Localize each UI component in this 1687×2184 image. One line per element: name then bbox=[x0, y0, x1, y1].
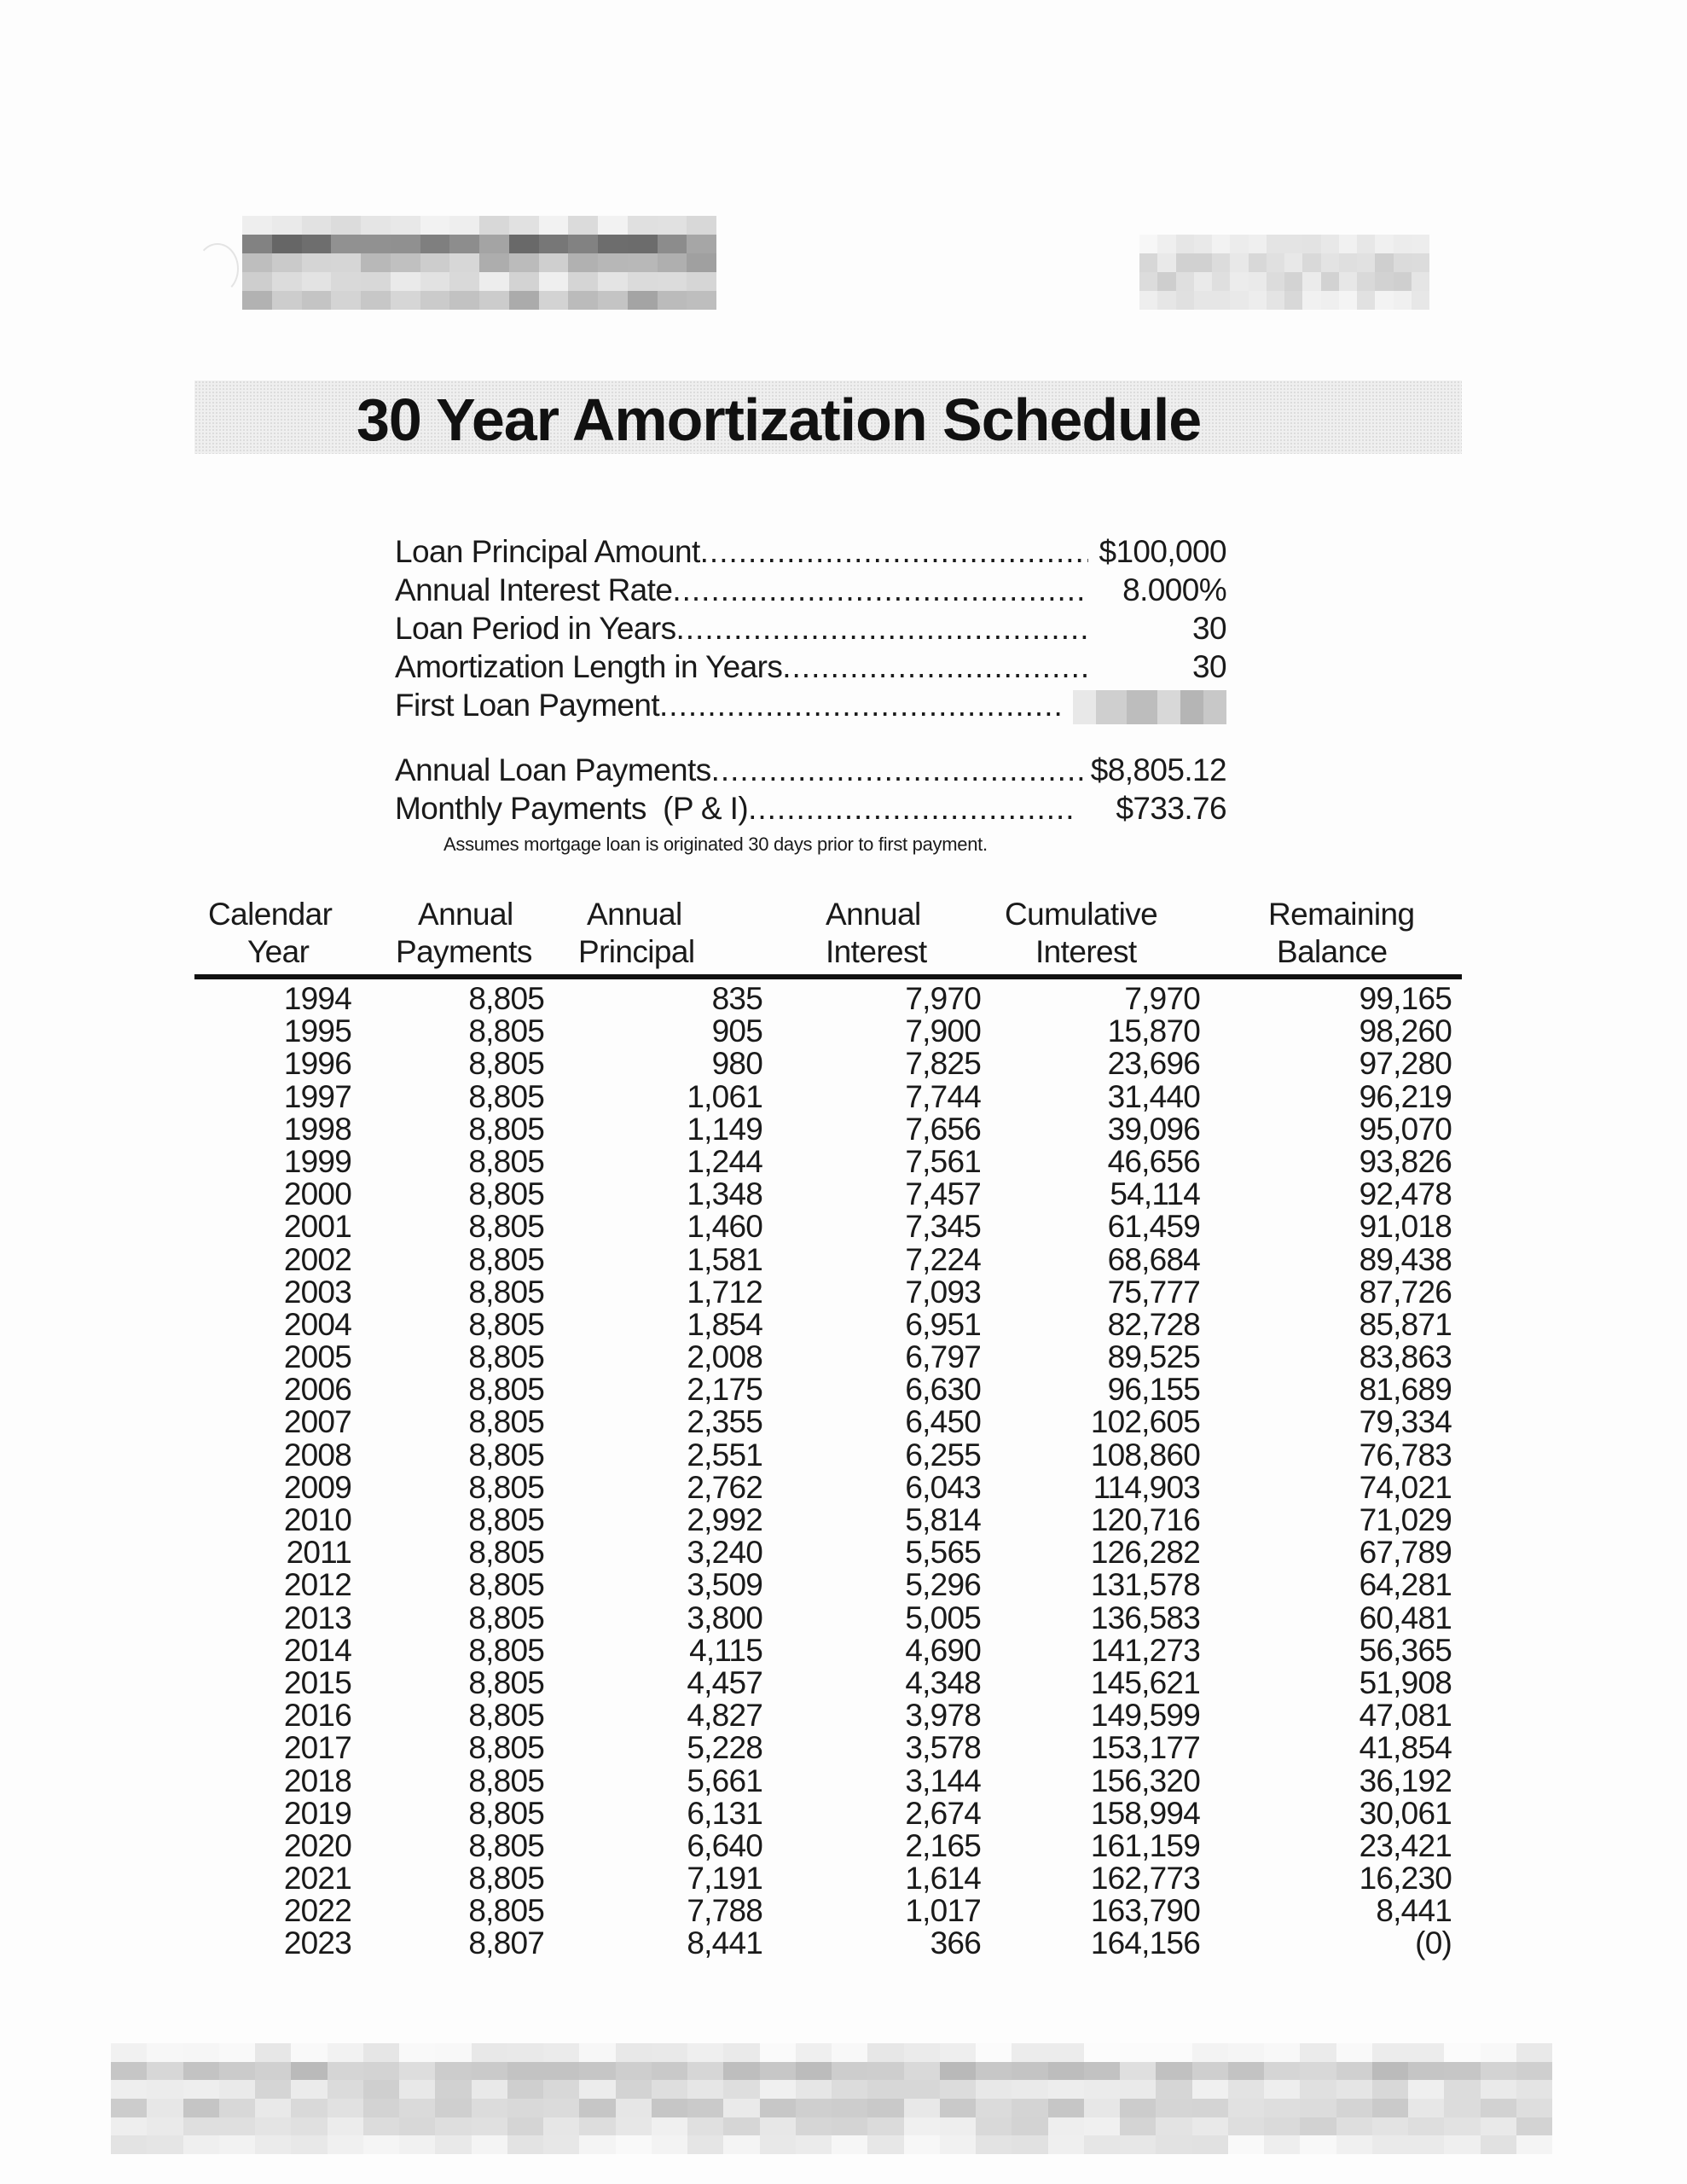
table-row bbox=[194, 1699, 1462, 1732]
summary-row-principal bbox=[395, 532, 1226, 571]
table-row bbox=[194, 1439, 1462, 1472]
cell-annual-interest: 7,744 bbox=[905, 1078, 981, 1114]
leader-dots bbox=[782, 648, 1088, 686]
leader-dots bbox=[672, 571, 1088, 609]
summary-value-redacted bbox=[1073, 686, 1226, 724]
cell-annual-interest: 7,224 bbox=[905, 1241, 981, 1277]
cell-year: 2012 bbox=[283, 1567, 351, 1603]
cell-remaining-balance: (0) bbox=[1415, 1926, 1452, 1961]
table-row bbox=[194, 1895, 1462, 1927]
column-header-year bbox=[194, 896, 351, 971]
cell-remaining-balance: 89,438 bbox=[1359, 1241, 1452, 1277]
column-header-cumulative-interest bbox=[981, 896, 1200, 971]
summary-label: Annual Interest Rate bbox=[395, 572, 673, 607]
cell-remaining-balance: 87,726 bbox=[1359, 1274, 1452, 1310]
cell-annual-principal: 1,149 bbox=[687, 1111, 762, 1147]
cell-annual-principal: 7,191 bbox=[687, 1861, 762, 1896]
cell-year: 2000 bbox=[283, 1176, 351, 1212]
cell-annual-principal: 3,509 bbox=[687, 1567, 762, 1603]
cell-cumulative-interest: 153,177 bbox=[1090, 1730, 1200, 1766]
summary-label: Amortization Length in Years bbox=[395, 649, 783, 684]
cell-annual-interest: 3,978 bbox=[905, 1698, 981, 1734]
summary-label: Annual Loan Payments bbox=[395, 752, 711, 787]
cell-annual-principal: 1,348 bbox=[687, 1176, 762, 1212]
table-row bbox=[194, 1862, 1462, 1895]
cell-annual-payments: 8,805 bbox=[468, 1014, 544, 1049]
cell-annual-principal: 3,800 bbox=[687, 1600, 762, 1635]
cell-year: 1998 bbox=[283, 1111, 351, 1147]
cell-cumulative-interest: 141,273 bbox=[1090, 1632, 1200, 1668]
cell-annual-principal: 5,228 bbox=[687, 1730, 762, 1766]
cell-annual-interest: 3,144 bbox=[905, 1763, 981, 1798]
header-line: Interest bbox=[1035, 934, 1137, 969]
redacted-tagline bbox=[1139, 235, 1429, 310]
cell-annual-payments: 8,805 bbox=[468, 1209, 544, 1245]
table-row bbox=[194, 1178, 1462, 1211]
table-row bbox=[194, 1048, 1462, 1080]
cell-year: 1997 bbox=[283, 1078, 351, 1114]
cell-cumulative-interest: 131,578 bbox=[1090, 1567, 1200, 1603]
table-row bbox=[194, 983, 1462, 1015]
cell-annual-payments: 8,805 bbox=[468, 1730, 544, 1766]
cell-annual-principal: 6,131 bbox=[687, 1795, 762, 1831]
cell-remaining-balance: 8,441 bbox=[1376, 1893, 1452, 1929]
cell-remaining-balance: 76,783 bbox=[1359, 1437, 1452, 1472]
cell-cumulative-interest: 15,870 bbox=[1107, 1014, 1200, 1049]
cell-annual-principal: 2,551 bbox=[687, 1437, 762, 1472]
cell-cumulative-interest: 163,790 bbox=[1090, 1893, 1200, 1929]
cell-remaining-balance: 60,481 bbox=[1359, 1600, 1452, 1635]
cell-cumulative-interest: 108,860 bbox=[1090, 1437, 1200, 1472]
cell-annual-payments: 8,805 bbox=[468, 1535, 544, 1571]
cell-annual-payments: 8,805 bbox=[468, 1827, 544, 1863]
cell-annual-interest: 6,450 bbox=[905, 1404, 981, 1440]
column-header-annual-principal bbox=[544, 896, 762, 971]
summary-row-amortization-length bbox=[395, 648, 1226, 686]
cell-annual-principal: 1,712 bbox=[687, 1274, 762, 1310]
cell-year: 2010 bbox=[283, 1502, 351, 1537]
cell-annual-payments: 8,807 bbox=[468, 1926, 544, 1961]
cell-annual-payments: 8,805 bbox=[468, 1404, 544, 1440]
summary-value: $100,000 bbox=[1099, 534, 1226, 569]
cell-annual-payments: 8,805 bbox=[468, 1306, 544, 1342]
cell-annual-payments: 8,805 bbox=[468, 1861, 544, 1896]
cell-annual-payments: 8,805 bbox=[468, 1046, 544, 1082]
table-row bbox=[194, 1406, 1462, 1438]
cell-annual-interest: 2,165 bbox=[905, 1827, 981, 1863]
cell-cumulative-interest: 75,777 bbox=[1107, 1274, 1200, 1310]
table-row bbox=[194, 1536, 1462, 1569]
cell-remaining-balance: 64,281 bbox=[1359, 1567, 1452, 1603]
cell-cumulative-interest: 89,525 bbox=[1107, 1339, 1200, 1375]
cell-annual-interest: 6,630 bbox=[905, 1372, 981, 1408]
cell-annual-principal: 5,661 bbox=[687, 1763, 762, 1798]
cell-cumulative-interest: 161,159 bbox=[1090, 1827, 1200, 1863]
cell-annual-payments: 8,805 bbox=[468, 1143, 544, 1179]
summary-value: 8.000% bbox=[1122, 572, 1226, 607]
cell-annual-interest: 6,951 bbox=[905, 1306, 981, 1342]
cell-remaining-balance: 98,260 bbox=[1359, 1014, 1452, 1049]
redacted-footer bbox=[111, 2043, 1552, 2154]
cell-remaining-balance: 56,365 bbox=[1359, 1632, 1452, 1668]
cell-year: 2017 bbox=[283, 1730, 351, 1766]
cell-cumulative-interest: 149,599 bbox=[1090, 1698, 1200, 1734]
cell-cumulative-interest: 7,970 bbox=[1124, 981, 1200, 1016]
cell-year: 2019 bbox=[283, 1795, 351, 1831]
cell-annual-interest: 1,614 bbox=[905, 1861, 981, 1896]
header-line: Interest bbox=[826, 934, 927, 969]
cell-cumulative-interest: 82,728 bbox=[1107, 1306, 1200, 1342]
cell-annual-principal: 2,008 bbox=[687, 1339, 762, 1375]
cell-year: 1996 bbox=[283, 1046, 351, 1082]
cell-annual-principal: 1,061 bbox=[687, 1078, 762, 1114]
cell-cumulative-interest: 54,114 bbox=[1110, 1176, 1200, 1212]
cell-remaining-balance: 74,021 bbox=[1359, 1469, 1452, 1505]
cell-cumulative-interest: 156,320 bbox=[1090, 1763, 1200, 1798]
cell-annual-interest: 1,017 bbox=[905, 1893, 981, 1929]
cell-year: 2008 bbox=[283, 1437, 351, 1472]
amortization-table bbox=[194, 894, 1462, 1960]
cell-annual-principal: 905 bbox=[711, 1014, 762, 1049]
leader-dots bbox=[659, 686, 1063, 724]
cell-annual-payments: 8,805 bbox=[468, 1795, 544, 1831]
summary-label: Monthly Payments (P & I) bbox=[395, 791, 749, 826]
column-header-annual-payments bbox=[351, 896, 544, 971]
cell-annual-payments: 8,805 bbox=[468, 1372, 544, 1408]
cell-remaining-balance: 79,334 bbox=[1359, 1404, 1452, 1440]
cell-annual-interest: 7,093 bbox=[905, 1274, 981, 1310]
cell-annual-interest: 7,345 bbox=[905, 1209, 981, 1245]
cell-cumulative-interest: 162,773 bbox=[1090, 1861, 1200, 1896]
table-header bbox=[194, 894, 1462, 974]
table-row bbox=[194, 1827, 1462, 1863]
cell-annual-principal: 1,581 bbox=[687, 1241, 762, 1277]
cell-year: 2011 bbox=[286, 1535, 351, 1571]
cell-annual-interest: 7,656 bbox=[905, 1111, 981, 1147]
cell-remaining-balance: 91,018 bbox=[1359, 1209, 1452, 1245]
cell-year: 2018 bbox=[283, 1763, 351, 1798]
cell-cumulative-interest: 68,684 bbox=[1107, 1241, 1200, 1277]
cell-remaining-balance: 71,029 bbox=[1359, 1502, 1452, 1537]
leader-dots bbox=[700, 532, 1088, 571]
cell-cumulative-interest: 39,096 bbox=[1107, 1111, 1200, 1147]
cell-annual-principal: 2,762 bbox=[687, 1469, 762, 1505]
cell-annual-interest: 3,578 bbox=[905, 1730, 981, 1766]
table-row bbox=[194, 1341, 1462, 1374]
table-row bbox=[194, 1015, 1462, 1048]
cell-annual-payments: 8,805 bbox=[468, 1339, 544, 1375]
table-row bbox=[194, 1241, 1462, 1277]
cell-year: 1999 bbox=[283, 1143, 351, 1179]
cell-annual-interest: 6,255 bbox=[905, 1437, 981, 1472]
cell-annual-interest: 7,457 bbox=[905, 1176, 981, 1212]
cell-annual-principal: 4,457 bbox=[687, 1664, 762, 1700]
cell-remaining-balance: 99,165 bbox=[1359, 981, 1452, 1016]
cell-remaining-balance: 93,826 bbox=[1359, 1143, 1452, 1179]
cell-year: 2006 bbox=[283, 1372, 351, 1408]
cell-year: 1994 bbox=[283, 981, 351, 1016]
cell-annual-payments: 8,805 bbox=[468, 1600, 544, 1635]
table-row bbox=[194, 1632, 1462, 1668]
cell-annual-principal: 1,460 bbox=[687, 1209, 762, 1245]
summary-row-interest-rate bbox=[395, 571, 1226, 609]
cell-year: 2014 bbox=[283, 1632, 351, 1668]
header-line: Calendar bbox=[208, 897, 333, 932]
cell-annual-principal: 835 bbox=[711, 981, 762, 1016]
leader-dots bbox=[711, 751, 1087, 789]
payment-summary bbox=[395, 751, 1226, 828]
cell-year: 2002 bbox=[283, 1241, 351, 1277]
cell-annual-interest: 7,900 bbox=[905, 1014, 981, 1049]
cell-remaining-balance: 81,689 bbox=[1359, 1372, 1452, 1408]
cell-annual-payments: 8,805 bbox=[468, 1437, 544, 1472]
page-title: 30 Year Amortization Schedule bbox=[357, 386, 1202, 453]
cell-year: 2021 bbox=[283, 1861, 351, 1896]
cell-remaining-balance: 83,863 bbox=[1359, 1339, 1452, 1375]
header-line: Annual bbox=[418, 897, 513, 932]
cell-annual-payments: 8,805 bbox=[468, 1632, 544, 1668]
cell-year: 2023 bbox=[283, 1926, 351, 1961]
cell-year: 2004 bbox=[283, 1306, 351, 1342]
cell-remaining-balance: 16,230 bbox=[1359, 1861, 1452, 1896]
summary-value: $733.76 bbox=[1116, 791, 1226, 826]
cell-annual-payments: 8,805 bbox=[468, 1893, 544, 1929]
cell-annual-interest: 6,043 bbox=[905, 1469, 981, 1505]
cell-annual-payments: 8,805 bbox=[468, 1469, 544, 1505]
cell-year: 2005 bbox=[283, 1339, 351, 1375]
cell-cumulative-interest: 31,440 bbox=[1107, 1078, 1200, 1114]
table-row bbox=[194, 1732, 1462, 1764]
header-line: Remaining bbox=[1268, 897, 1415, 932]
cell-annual-interest: 6,797 bbox=[905, 1339, 981, 1375]
cell-annual-principal: 1,244 bbox=[687, 1143, 762, 1179]
column-header-annual-interest bbox=[762, 896, 981, 971]
table-row bbox=[194, 1078, 1462, 1114]
loan-summary bbox=[395, 532, 1226, 724]
summary-value: 30 bbox=[1192, 649, 1226, 684]
cell-annual-interest: 366 bbox=[930, 1926, 981, 1961]
cell-cumulative-interest: 145,621 bbox=[1090, 1664, 1200, 1700]
cell-annual-payments: 8,805 bbox=[468, 1698, 544, 1734]
cell-annual-principal: 8,441 bbox=[687, 1926, 762, 1961]
table-row bbox=[194, 1765, 1462, 1798]
cell-annual-payments: 8,805 bbox=[468, 1567, 544, 1603]
header-line: Cumulative bbox=[1005, 897, 1158, 932]
leader-dots bbox=[748, 789, 1073, 828]
cell-cumulative-interest: 164,156 bbox=[1090, 1926, 1200, 1961]
cell-cumulative-interest: 126,282 bbox=[1090, 1535, 1200, 1571]
table-row bbox=[194, 1664, 1462, 1700]
cell-cumulative-interest: 23,696 bbox=[1107, 1046, 1200, 1082]
cell-annual-interest: 7,825 bbox=[905, 1046, 981, 1082]
summary-row-monthly-payments bbox=[395, 789, 1226, 828]
cell-annual-principal: 2,175 bbox=[687, 1372, 762, 1408]
summary-label: Loan Principal Amount bbox=[395, 534, 700, 569]
cell-annual-payments: 8,805 bbox=[468, 1176, 544, 1212]
cell-year: 2003 bbox=[283, 1274, 351, 1310]
cell-year: 2020 bbox=[283, 1827, 351, 1863]
cell-annual-principal: 2,355 bbox=[687, 1404, 762, 1440]
summary-value: $8,805.12 bbox=[1090, 752, 1226, 787]
cell-cumulative-interest: 46,656 bbox=[1107, 1143, 1200, 1179]
table-row bbox=[194, 1143, 1462, 1179]
cell-cumulative-interest: 114,903 bbox=[1093, 1469, 1200, 1505]
cell-year: 2013 bbox=[283, 1600, 351, 1635]
cell-cumulative-interest: 136,583 bbox=[1090, 1600, 1200, 1635]
cell-remaining-balance: 30,061 bbox=[1359, 1795, 1452, 1831]
summary-row-loan-period bbox=[395, 609, 1226, 648]
cell-remaining-balance: 36,192 bbox=[1359, 1763, 1452, 1798]
cell-annual-interest: 5,296 bbox=[905, 1567, 981, 1603]
cell-remaining-balance: 92,478 bbox=[1359, 1176, 1452, 1212]
cell-annual-payments: 8,805 bbox=[468, 981, 544, 1016]
table-row bbox=[194, 1306, 1462, 1342]
cell-annual-principal: 7,788 bbox=[687, 1893, 762, 1929]
cell-annual-payments: 8,805 bbox=[468, 1763, 544, 1798]
cell-annual-interest: 4,348 bbox=[905, 1664, 981, 1700]
header-line: Annual bbox=[826, 897, 921, 932]
redacted-company-name bbox=[242, 216, 716, 310]
cell-cumulative-interest: 61,459 bbox=[1107, 1209, 1200, 1245]
cell-annual-principal: 6,640 bbox=[687, 1827, 762, 1863]
cell-cumulative-interest: 158,994 bbox=[1090, 1795, 1200, 1831]
cell-annual-interest: 5,565 bbox=[905, 1535, 981, 1571]
cell-cumulative-interest: 120,716 bbox=[1090, 1502, 1200, 1537]
cell-year: 2001 bbox=[283, 1209, 351, 1245]
cell-remaining-balance: 67,789 bbox=[1359, 1535, 1452, 1571]
header-line: Payments bbox=[396, 934, 532, 969]
table-body bbox=[194, 979, 1462, 1960]
summary-value: 30 bbox=[1192, 611, 1226, 646]
cell-annual-payments: 8,805 bbox=[468, 1502, 544, 1537]
cell-annual-payments: 8,805 bbox=[468, 1078, 544, 1114]
cell-year: 2022 bbox=[283, 1893, 351, 1929]
cell-annual-interest: 7,970 bbox=[905, 981, 981, 1016]
cell-annual-payments: 8,805 bbox=[468, 1664, 544, 1700]
cell-remaining-balance: 41,854 bbox=[1359, 1730, 1452, 1766]
cell-annual-interest: 5,814 bbox=[905, 1502, 981, 1537]
summary-row-first-payment bbox=[395, 686, 1226, 724]
cell-year: 2009 bbox=[283, 1469, 351, 1505]
header-line: Principal bbox=[578, 934, 695, 969]
table-row bbox=[194, 1276, 1462, 1309]
cell-annual-principal: 4,827 bbox=[687, 1698, 762, 1734]
cell-annual-principal: 2,992 bbox=[687, 1502, 762, 1537]
cell-annual-interest: 4,690 bbox=[905, 1632, 981, 1668]
cell-year: 1995 bbox=[283, 1014, 351, 1049]
cell-year: 2007 bbox=[283, 1404, 351, 1440]
summary-label: Loan Period in Years bbox=[395, 611, 676, 646]
cell-remaining-balance: 95,070 bbox=[1359, 1111, 1452, 1147]
redacted-block bbox=[1073, 690, 1226, 724]
cell-annual-payments: 8,805 bbox=[468, 1241, 544, 1277]
table-row bbox=[194, 1927, 1462, 1960]
table-row bbox=[194, 1602, 1462, 1635]
cell-remaining-balance: 85,871 bbox=[1359, 1306, 1452, 1342]
cell-annual-payments: 8,805 bbox=[468, 1111, 544, 1147]
cell-annual-interest: 2,674 bbox=[905, 1795, 981, 1831]
cell-remaining-balance: 47,081 bbox=[1359, 1698, 1452, 1734]
cell-remaining-balance: 97,280 bbox=[1359, 1046, 1452, 1082]
table-row bbox=[194, 1569, 1462, 1601]
summary-row-annual-payments bbox=[395, 751, 1226, 789]
cell-annual-principal: 4,115 bbox=[689, 1632, 762, 1668]
cell-annual-interest: 7,561 bbox=[905, 1143, 981, 1179]
table-row bbox=[194, 1211, 1462, 1243]
cell-year: 2015 bbox=[283, 1664, 351, 1700]
cell-remaining-balance: 51,908 bbox=[1359, 1664, 1452, 1700]
table-row bbox=[194, 1113, 1462, 1146]
cell-cumulative-interest: 96,155 bbox=[1107, 1372, 1200, 1408]
cell-annual-principal: 980 bbox=[711, 1046, 762, 1082]
cell-year: 2016 bbox=[283, 1698, 351, 1734]
cell-annual-payments: 8,805 bbox=[468, 1274, 544, 1310]
table-row bbox=[194, 1469, 1462, 1505]
table-row bbox=[194, 1504, 1462, 1536]
cell-annual-principal: 3,240 bbox=[687, 1535, 762, 1571]
leader-dots bbox=[676, 609, 1089, 648]
cell-annual-principal: 1,854 bbox=[687, 1306, 762, 1342]
column-header-remaining-balance bbox=[1200, 896, 1462, 971]
cell-cumulative-interest: 102,605 bbox=[1090, 1404, 1200, 1440]
header-line: Year bbox=[247, 934, 310, 969]
cell-remaining-balance: 96,219 bbox=[1359, 1078, 1452, 1114]
table-row bbox=[194, 1374, 1462, 1406]
cell-remaining-balance: 23,421 bbox=[1359, 1827, 1452, 1863]
header-line: Balance bbox=[1277, 934, 1388, 969]
header-line: Annual bbox=[587, 897, 682, 932]
cell-annual-interest: 5,005 bbox=[905, 1600, 981, 1635]
table-row bbox=[194, 1795, 1462, 1831]
summary-label: First Loan Payment bbox=[395, 688, 660, 723]
assumption-note: Assumes mortgage loan is originated 30 days prior to first payment. bbox=[443, 834, 988, 855]
